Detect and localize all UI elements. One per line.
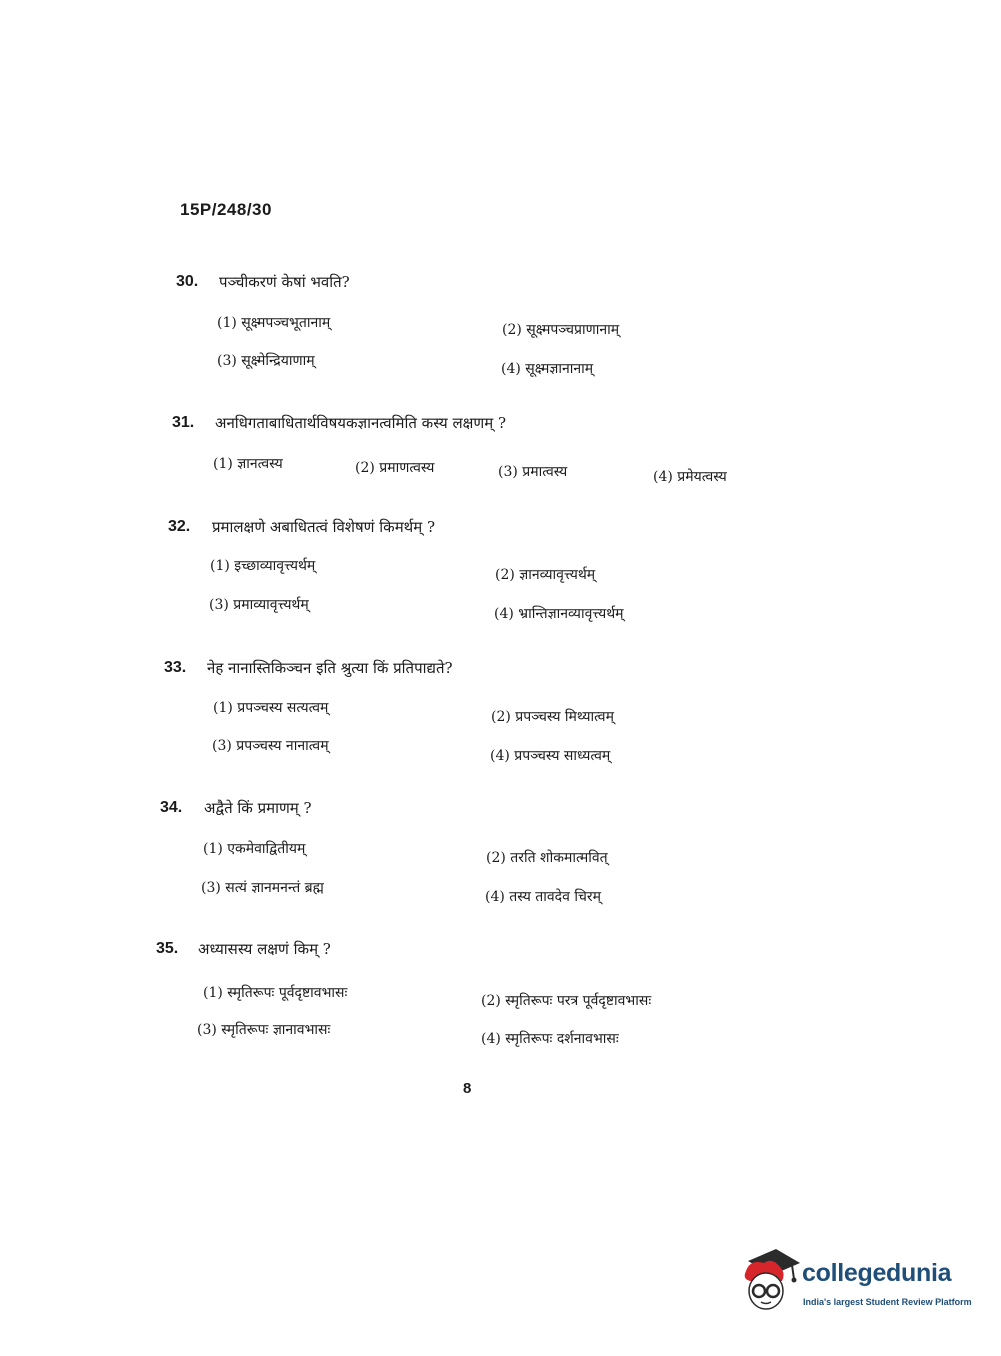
question-text: नेह नानास्तिकिञ्चन इति श्रुत्या किं प्रतिपाद्यते? [207,659,453,677]
question-number: 31. [172,414,195,431]
option-1: (1) एकमेवाद्वितीयम् [203,841,306,857]
question-number: 32. [168,518,191,535]
option-4: (4) स्मृतिरूपः दर्शनावभासः [481,1031,619,1047]
option-4: (4) प्रमेयत्वस्य [653,469,727,485]
option-2: (2) ज्ञानव्यावृत्त्यर्थम् [495,567,596,583]
option-4: (4) तस्य तावदेव चिरम् [485,889,601,905]
question-text: अद्वैते किं प्रमाणम् ? [204,799,312,817]
option-3: (3) प्रमाव्यावृत्त्यर्थम् [209,597,309,613]
option-3: (3) सत्यं ज्ञानमनन्तं ब्रह्म [201,880,324,896]
page-number: 8 [463,1080,472,1097]
option-2: (2) प्रपञ्चस्य मिथ्यात्वम् [491,709,614,725]
collegedunia-logo [740,1245,975,1315]
option-3: (3) प्रमात्वस्य [498,464,568,480]
brand-tagline: India's largest Student Review Platform [803,1297,972,1307]
question-text: अनधिगताबाधितार्थविषयकज्ञानत्वमिति कस्य लक्षणम् ? [215,414,507,432]
question-number: 35. [156,940,179,957]
paper-code: 15P/248/30 [180,200,272,219]
option-1: (1) स्मृतिरूपः पूर्वदृष्टावभासः [203,985,348,1001]
question-text: प्रमालक्षणे अबाधितत्वं विशेषणं किमर्थम् ? [212,518,436,536]
option-3: (3) सूक्ष्मेन्द्रियाणाम् [217,353,315,369]
question-text: अध्यासस्य लक्षणं किम् ? [198,940,331,958]
question-number: 33. [164,659,187,676]
mascot-graduation-cap-icon [740,1245,802,1315]
option-1: (1) सूक्ष्मपञ्चभूतानाम् [217,315,331,331]
option-2: (2) स्मृतिरूपः परत्र पूर्वदृष्टावभासः [481,993,652,1009]
option-3: (3) प्रपञ्चस्य नानात्वम् [212,738,329,754]
option-1: (1) प्रपञ्चस्य सत्यत्वम् [213,700,329,716]
option-1: (1) इच्छाव्यावृत्त्यर्थम् [210,558,316,574]
option-3: (3) स्मृतिरूपः ज्ञानावभासः [197,1022,331,1038]
option-2: (2) सूक्ष्मपञ्चप्राणानाम् [502,322,620,338]
question-number: 34. [160,799,183,816]
brand-name: collegedunia [802,1259,952,1287]
question-number: 30. [176,273,199,290]
option-2: (2) तरति शोकमात्मवित् [486,850,608,866]
option-4: (4) प्रपञ्चस्य साध्यत्वम् [490,748,611,764]
question-text: पञ्चीकरणं केषां भवति? [219,273,350,291]
option-4: (4) भ्रान्तिज्ञानव्यावृत्त्यर्थम् [494,606,624,622]
option-4: (4) सूक्ष्मज्ञानानाम् [501,361,594,377]
option-1: (1) ज्ञानत्वस्य [213,456,283,472]
option-2: (2) प्रमाणत्वस्य [355,460,435,476]
